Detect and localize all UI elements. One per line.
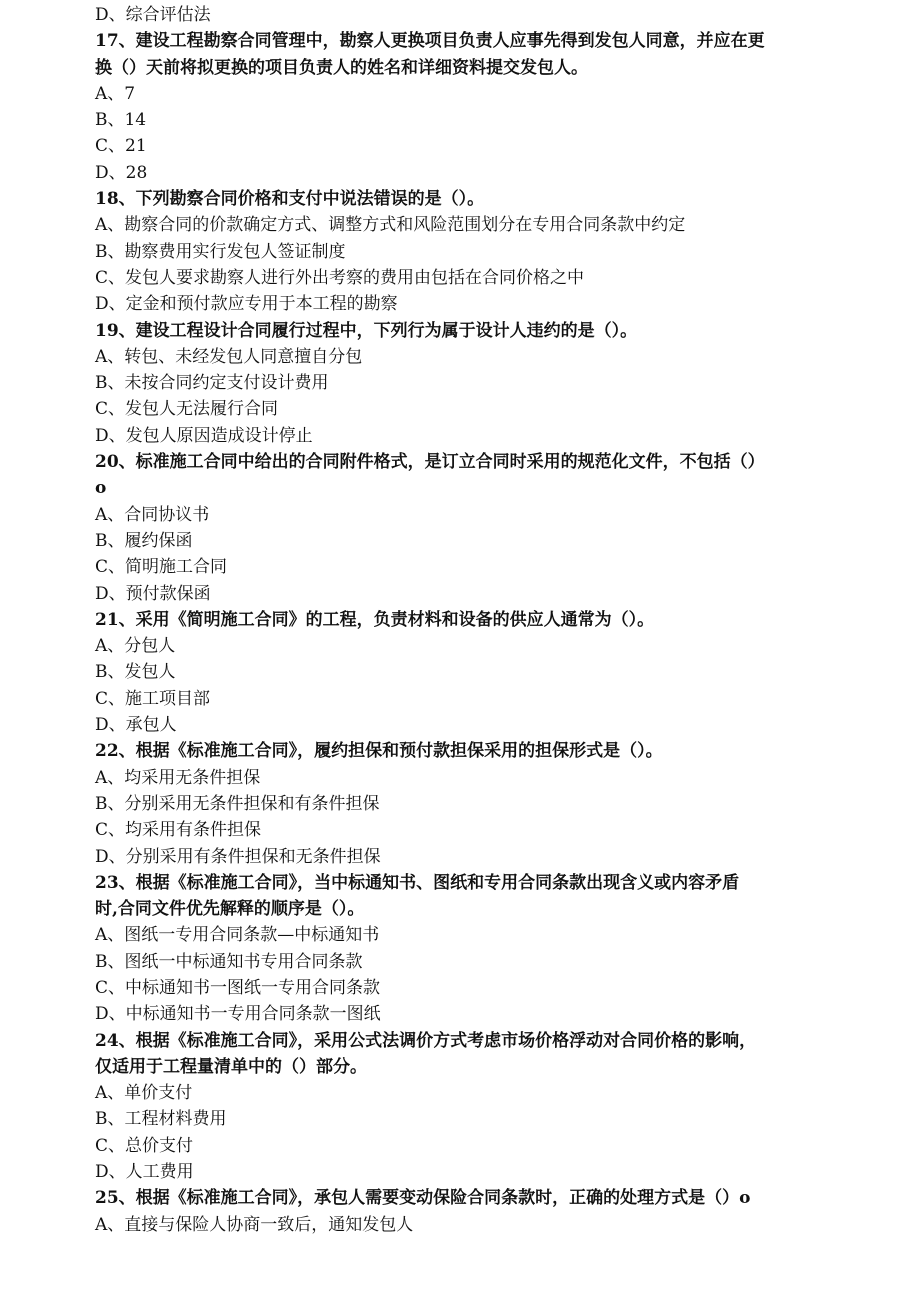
answer-option: B、未按合同约定支付设计费用 xyxy=(95,373,329,394)
question-text-line: 19、建设工程设计合同履行过程中，下列行为属于设计人违约的是（）。 xyxy=(95,320,638,341)
answer-option: D、承包人 xyxy=(95,715,177,736)
answer-option: B、履约保函 xyxy=(95,530,193,551)
question-text-line: 25、根据《标准施工合同》，承包人需要变动保险合同条款时，正确的处理方式是（）o xyxy=(95,1188,751,1209)
question-text-line: 时,合同文件优先解释的顺序是（）。 xyxy=(95,899,365,920)
answer-option: A、均采用无条件担保 xyxy=(95,767,261,788)
answer-option: C、简明施工合同 xyxy=(95,557,228,578)
answer-option: B、工程材料费用 xyxy=(95,1109,227,1130)
answer-option: A、图纸一专用合同条款—中标通知书 xyxy=(95,925,380,946)
answer-option: C、施工项目部 xyxy=(95,688,211,709)
answer-option: B、分别采用无条件担保和有条件担保 xyxy=(95,793,380,814)
answer-option: D、中标通知书一专用合同条款一图纸 xyxy=(95,1004,381,1025)
answer-option: C、总价支付 xyxy=(95,1135,194,1156)
question-text-line: 20、标准施工合同中给出的合同附件格式，是订立合同时采用的规范化文件，不包括（） xyxy=(95,452,765,473)
question-text-line: 23、根据《标准施工合同》，当中标通知书、图纸和专用合同条款出现含义或内容矛盾 xyxy=(95,872,740,893)
answer-option: D、分别采用有条件担保和无条件担保 xyxy=(95,846,381,867)
answer-option: D、定金和预付款应专用于本工程的勘察 xyxy=(95,294,398,315)
question-text-line: 21、采用《简明施工合同》的工程，负责材料和设备的供应人通常为（）。 xyxy=(95,609,655,630)
answer-option: C、中标通知书一图纸一专用合同条款 xyxy=(95,977,381,998)
answer-option: B、14 xyxy=(95,110,147,131)
answer-option: A、分包人 xyxy=(95,636,176,657)
answer-option: A、合同协议书 xyxy=(95,504,210,525)
answer-option: B、发包人 xyxy=(95,662,176,683)
answer-option: D、28 xyxy=(95,162,148,183)
answer-option: C、均采用有条件担保 xyxy=(95,820,262,841)
document-page xyxy=(95,2,835,1238)
question-text-line: o xyxy=(95,478,107,499)
question-text-line: 17、建设工程勘察合同管理中，勘察人更换项目负责人应事先得到发包人同意，并应在更 xyxy=(95,31,765,52)
answer-option: B、勘察费用实行发包人签证制度 xyxy=(95,241,346,262)
question-text-line: 18、下列勘察合同价格和支付中说法错误的是（）。 xyxy=(95,189,485,210)
answer-option: D、人工费用 xyxy=(95,1162,194,1183)
question-text-line: 22、根据《标准施工合同》，履约担保和预付款担保采用的担保形式是（）。 xyxy=(95,741,663,762)
answer-option: B、图纸一中标通知书专用合同条款 xyxy=(95,951,363,972)
answer-option: C、发包人要求勘察人进行外出考察的费用由包括在合同价格之中 xyxy=(95,267,585,288)
answer-option: C、发包人无法履行合同 xyxy=(95,399,279,420)
question-text-line: 24、根据《标准施工合同》，采用公式法调价方式考虑市场价格浮动对合同价格的影响， xyxy=(95,1030,757,1051)
answer-option: C、21 xyxy=(95,136,147,157)
answer-option: D、预付款保函 xyxy=(95,583,211,604)
question-text-line: 换（）天前将拟更换的项目负责人的姓名和详细资料提交发包人。 xyxy=(95,57,588,78)
answer-option: A、直接与保险人协商一致后，通知发包人 xyxy=(95,1214,414,1235)
answer-option: D、综合评估法 xyxy=(95,5,211,25)
answer-option: A、单价支付 xyxy=(95,1083,193,1104)
answer-option: A、转包、未经发包人同意擅自分包 xyxy=(95,346,363,367)
question-text-line: 仅适用于工程量清单中的（）部分。 xyxy=(95,1056,367,1077)
answer-option: D、发包人原因造成设计停止 xyxy=(95,425,313,446)
answer-option: A、7 xyxy=(95,83,136,104)
answer-option: A、勘察合同的价款确定方式、调整方式和风险范围划分在专用合同条款中约定 xyxy=(95,215,686,236)
